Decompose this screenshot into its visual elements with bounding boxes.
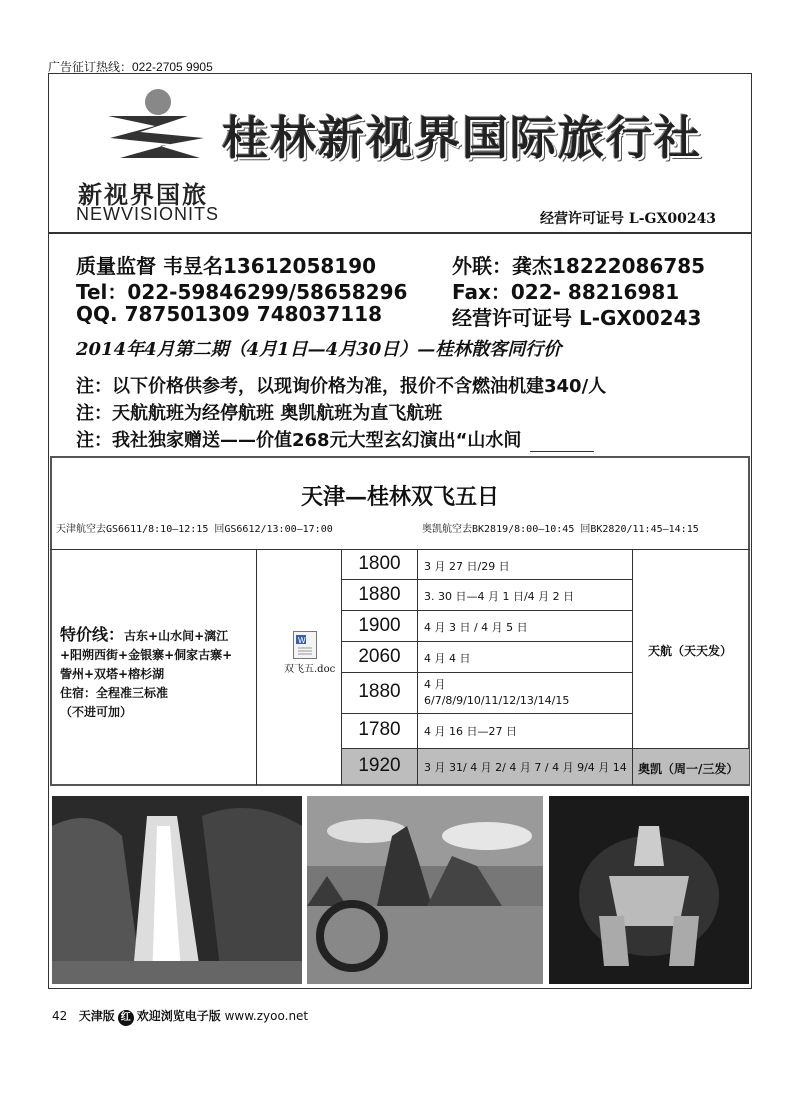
note-flights: 注：天航航班为经停航班 奥凯航班为直飞航班 bbox=[76, 403, 443, 424]
date-cell: 6/7/8/9/10/11/12/13/14/15 bbox=[424, 694, 570, 707]
license-contact: 经营许可证号 L-GX00243 bbox=[452, 306, 702, 330]
agency-name: 桂林新视界国际旅行社 bbox=[222, 111, 702, 165]
date-cell: 4 月 3 日 / 4 月 5 日 bbox=[424, 621, 528, 634]
svg-text:W: W bbox=[298, 636, 306, 645]
table-divider bbox=[341, 641, 632, 642]
agency-logo bbox=[100, 88, 220, 168]
logo-sphere-icon bbox=[145, 89, 171, 115]
table-divider bbox=[632, 549, 633, 785]
logo-chinese: 新视界国旅 bbox=[78, 181, 208, 209]
date-cell: 3 月 27 日/29 日 bbox=[424, 560, 510, 573]
telephone: Tel：022-59846299/58658296 bbox=[76, 280, 408, 304]
edition: 天津版 bbox=[78, 1009, 115, 1023]
airline-tianhang: 天航（天天发） bbox=[648, 644, 733, 658]
ad-hotline: 广告征订热线：022-2705 9905 bbox=[48, 60, 213, 74]
karst-landscape-photo bbox=[307, 796, 543, 984]
liaison-contact: 外联：龚杰18222086785 bbox=[452, 254, 706, 278]
table-divider bbox=[417, 549, 418, 785]
price-cell: 1780 bbox=[358, 719, 401, 740]
footer-text: 欢迎浏览电子版 bbox=[136, 1009, 221, 1023]
table-divider bbox=[50, 549, 750, 550]
performance-photo bbox=[549, 796, 749, 984]
date-cell: 4 月 bbox=[424, 678, 446, 691]
license-number: 经营许可证号 L-GX00243 bbox=[540, 211, 717, 227]
date-cell: 3 月 31/ 4 月 2/ 4 月 7 / 4 月 9/4 月 14 bbox=[424, 761, 627, 774]
price-cell: 1800 bbox=[358, 553, 401, 574]
fax: Fax：022- 88216981 bbox=[452, 280, 680, 304]
badge-icon: 红 bbox=[118, 1010, 134, 1026]
route-title: 天津—桂林双飞五日 bbox=[300, 484, 499, 510]
flight-tianhang: 天津航空去GS6611/8:10—12:15 回GS6612/13:00—17:00 bbox=[56, 524, 333, 535]
accommodation: 住宿：全程准三标准 bbox=[60, 686, 169, 700]
price-cell: 2060 bbox=[358, 646, 401, 667]
price-cell: 1900 bbox=[358, 615, 401, 636]
footer-url[interactable]: www.zyoo.net bbox=[224, 1009, 309, 1023]
waterfall-photo bbox=[52, 796, 302, 984]
table-divider bbox=[341, 748, 749, 749]
word-doc-icon[interactable] bbox=[293, 631, 317, 659]
special-route: +阳朔西街+金银寨+侗家古寨+ bbox=[60, 648, 233, 662]
price-cell: 1880 bbox=[358, 584, 401, 605]
special-route-first: 古东+山水间+漓江 bbox=[124, 629, 229, 643]
table-divider bbox=[341, 672, 632, 673]
table-divider bbox=[341, 610, 632, 611]
footer bbox=[52, 1007, 308, 1026]
date-cell: 4 月 16 日—27 日 bbox=[424, 725, 517, 738]
note-gift: 注：我社独家赠送——价值268元大型玄幻演出“山水间 bbox=[76, 430, 522, 451]
airline-aokai: 奥凯（周一/三发） bbox=[638, 762, 739, 776]
page-number: 42 bbox=[52, 1009, 68, 1023]
qq-numbers: QQ. 787501309 748037118 bbox=[76, 302, 383, 326]
doc-filename[interactable]: 双飞五.doc bbox=[284, 664, 336, 675]
table-divider bbox=[341, 579, 632, 580]
date-cell: 3. 30 日—4 月 1 日/4 月 2 日 bbox=[424, 590, 575, 603]
date-cell: 4 月 4 日 bbox=[424, 652, 471, 665]
flight-aokai: 奥凯航空去BK2819/8:00—10:45 回BK2820/11:45—14:15 bbox=[422, 524, 699, 535]
note-price: 注：以下价格供参考，以现询价格为准，报价不含燃油机建340/人 bbox=[76, 376, 607, 397]
price-period: 2014年4月第二期（4月1日—4月30日）—桂林散客同行价 bbox=[76, 339, 562, 360]
special-route: 訾州+双塔+榕杉湖 bbox=[60, 667, 165, 681]
table-divider bbox=[341, 713, 632, 714]
accommodation-note: （不进可加） bbox=[60, 705, 133, 719]
table-divider bbox=[256, 549, 257, 785]
price-cell: 1920 bbox=[358, 755, 401, 776]
logo-english: NEWVISIONITS bbox=[76, 204, 220, 224]
logo-swoosh-icon bbox=[108, 116, 204, 158]
quality-supervisor: 质量监督 韦昱名13612058190 bbox=[76, 254, 377, 278]
price-cell: 1880 bbox=[358, 681, 401, 702]
divider bbox=[530, 451, 594, 452]
special-line-title: 特价线：古东+山水间+漓江 bbox=[60, 625, 229, 644]
